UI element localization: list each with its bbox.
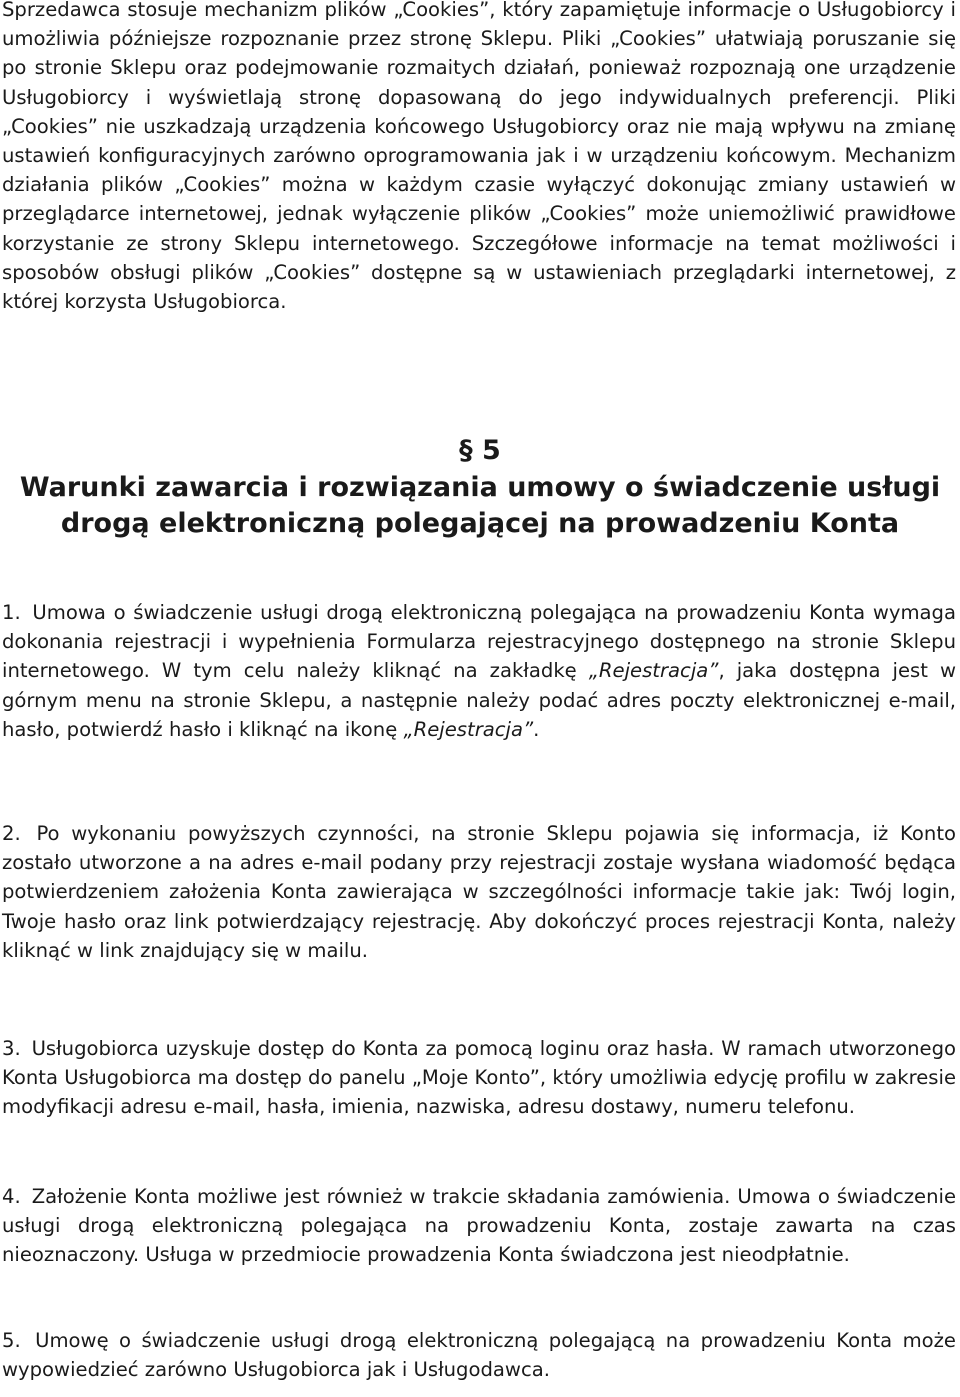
section-number: § 5 [459,435,501,466]
list-item-1 [2,598,956,744]
item-number: 2. [2,822,21,845]
item-text: Usługobiorca uzyskuje dostęp do Konta za pomocą loginu oraz hasła. W ramach utworzonego Konta Usługobiorca ma dostęp do panelu „Moje Konto”, który umożliwia edycję profilu w zakresie modyfikacji adresu e-mail, hasła, imienia, nazwiska, adresu dostawy, numeru telefonu. [2,1037,956,1119]
item-number: 4. [2,1185,21,1208]
list-item-3 [2,1034,956,1122]
item-text: Po wykonaniu powyższych czynności, na stronie Sklepu pojawia się informacja, iż Konto zostało utworzone a na adres e-mail podany przy rejestracji zostaje wysłana wiadomość będąca potwierdzeniem założenia Konta zawierająca w szczególności informacje takie jak: Twój login, Twoje hasło oraz link potwierdzający rejestrację. Aby dokończyć proces rejestracji Konta, należy kliknąć w link znajdujący się w mailu. [2,822,956,962]
list-item-2 [2,819,956,965]
item-text-part: . [533,717,540,741]
list-item-4 [2,1182,956,1270]
cookies-paragraph: Sprzedawca stosuje mechanizm plików „Cookies”, który zapamiętuje informacje o Usługobiorcy i umożliwia późniejsze rozpoznanie przez stronę Sklepu. Pliki „Cookies” ułatwiają poruszanie się po stronie Sklepu oraz podejmowanie rozmaitych działań, ponieważ rozpoznają one urządzenie Usługobiorcy i wyświetlają stronę dopasowaną do jego indywidualnych preferencji. Pliki „Cookies” nie uszkadzają urządzenia końcowego Usługobiorcy oraz nie mają wpływu na zmianę ustawień konfiguracyjnych zarówno oprogramowania jak i w urządzeniu końcowym. Mechanizm działania plików „Cookies” można w każdym czasie wyłączyć dokonując zmiany ustawień w przeglądarce internetowej, jednak wyłączenie plików „Cookies” może uniemożliwić prawidłowe korzystanie ze strony Sklepu internetowego. Szczegółowe informacje na temat możliwości i sposobów obsługi plików „Cookies” dostępne są w ustawieniach przeglądarki internetowej, z której korzysta Usługobiorca. [2,0,956,314]
section-title: Warunki zawarcia i rozwiązania umowy o świadczenie usługi drogą elektroniczną polegającej na prowadzeniu Konta [19,472,941,539]
item-number: 1. [2,601,21,624]
registration-tab-reference: „Rejestracja” [588,659,719,683]
item-text: Założenie Konta możliwe jest również w trakcie składania zamówienia. Umowa o świadczenie usługi drogą elektroniczną polegająca na prowadzeniu Konta, zostaje zawarta na czas nieoznaczony. Usługa w przedmiocie prowadzenia Konta świadczona jest nieodpłatnie. [2,1185,956,1267]
list-item-5 [2,1326,956,1384]
item-text-part: Umowa o świadczenie usługi drogą elektroniczną polegająca na prowadzeniu Konta wymaga dokonania rejestracji i wypełnienia Formularza rejestracyjnego dostępnego na stronie Sklepu internetowego. W tym celu należy kliknąć na zakładkę [2,601,956,683]
item-number: 3. [2,1037,21,1060]
registration-icon-reference: „Rejestracja” [403,717,534,741]
item-text-part: , jaka dostępna jest w górnym menu na stronie Sklepu, a następnie należy podać adres poczty elektronicznej e-mail, hasło, potwierdź hasło i kliknąć na ikonę [2,659,956,741]
item-text: Umowę o świadczenie usługi drogą elektroniczną polegającą na prowadzeniu Konta może wypowiedzieć zarówno Usługobiorca jak i Usługodawca. [2,1329,956,1382]
item-number: 5. [2,1329,21,1352]
